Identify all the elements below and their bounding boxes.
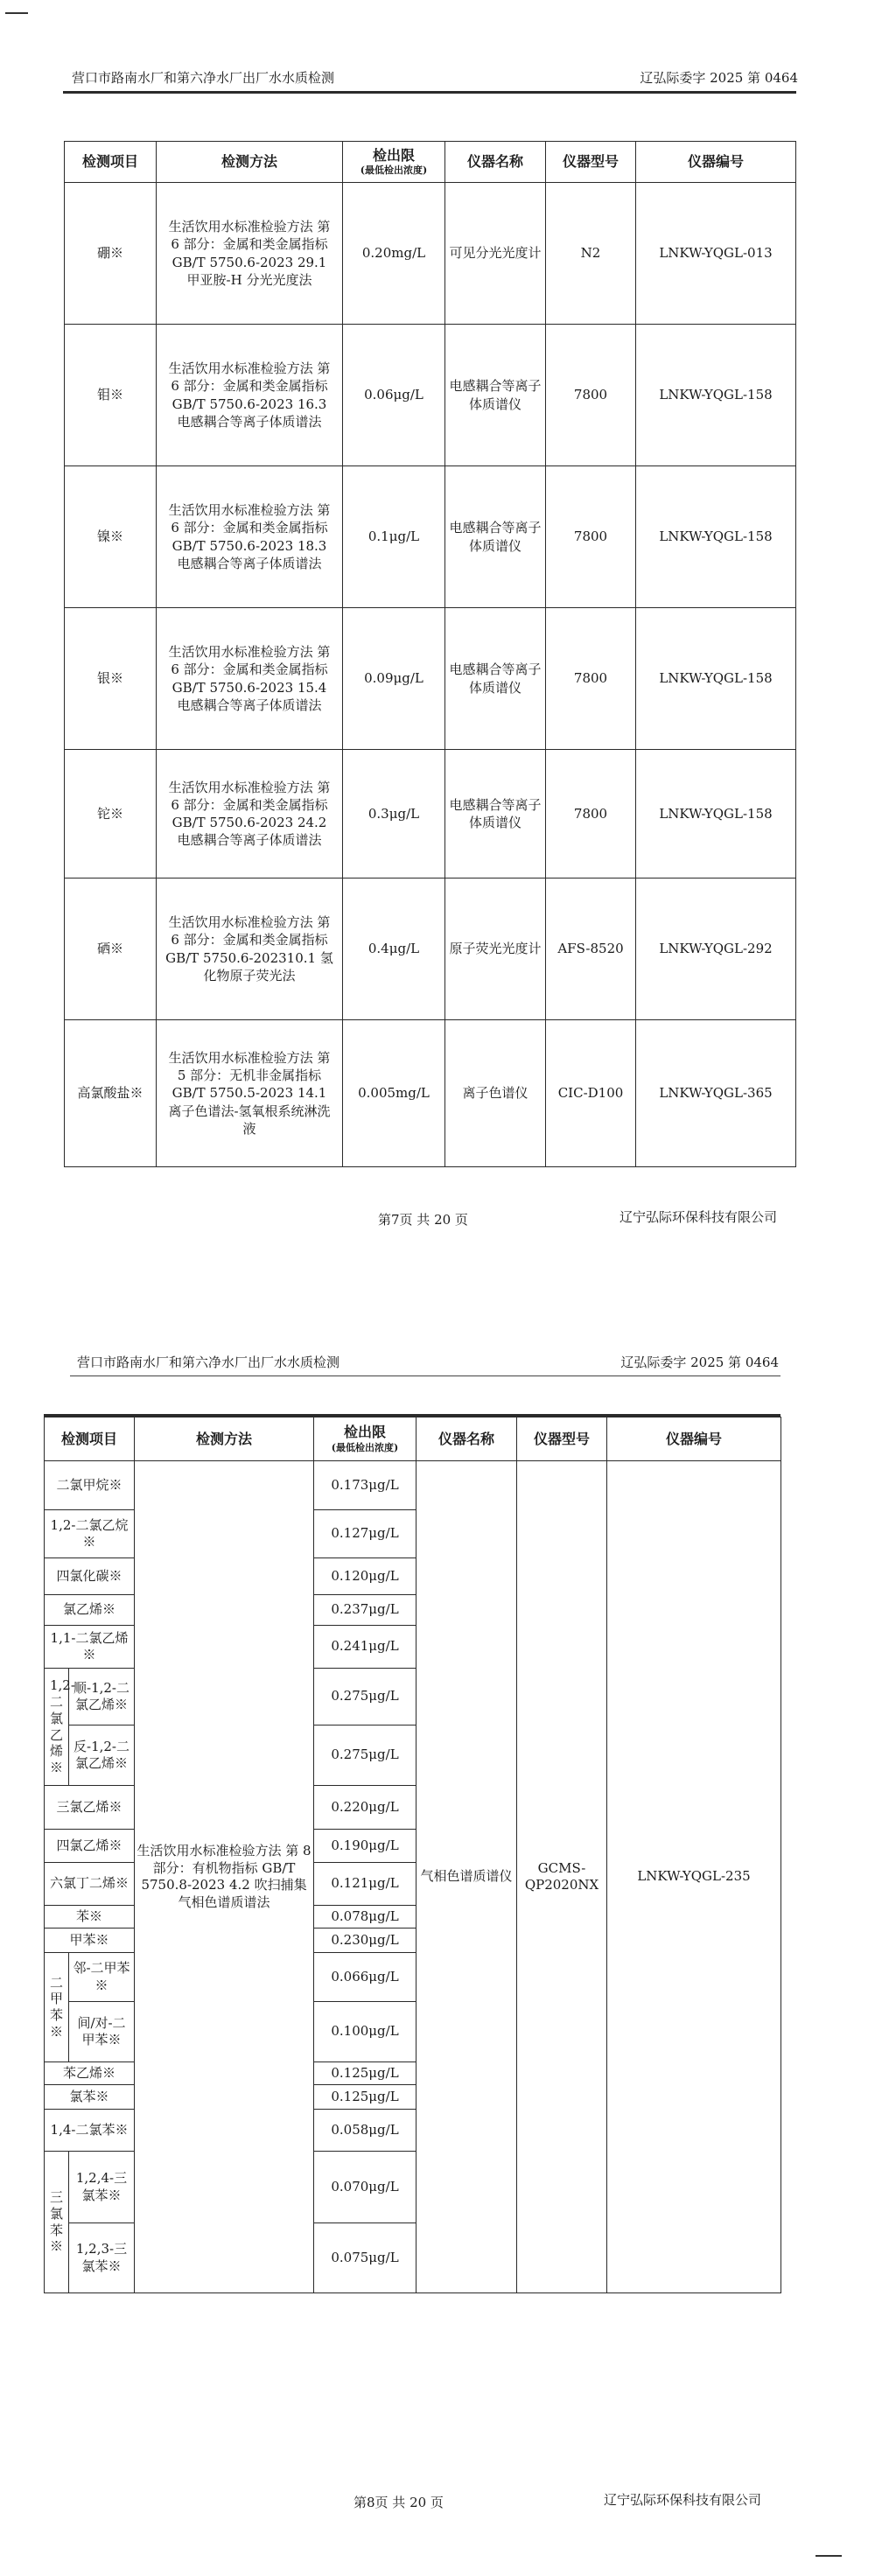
cell-limit: 0.120μg/L	[314, 1558, 416, 1595]
col-method: 检测方法	[157, 142, 343, 183]
cell-method: 生活饮用水标准检验方法 第 6 部分：金属和类金属指标 GB/T 5750.6-2023 18.3 电感耦合等离子体质谱法	[157, 466, 343, 608]
cell-item: 四氯化碳※	[45, 1558, 135, 1595]
cell-method: 生活饮用水标准检验方法 第 8 部分：有机物指标 GB/T 5750.8-2023 4.2 吹扫捕集气相色谱质谱法	[135, 1461, 314, 2293]
cell-code: LNKW-YQGL-235	[607, 1461, 781, 2293]
page-header-title: 营口市路南水厂和第六净水厂出厂水水质检测	[72, 70, 335, 86]
cell-item: 氯苯※	[45, 2085, 135, 2110]
voc-method-table	[44, 1417, 781, 2293]
cell-model: 7800	[546, 750, 636, 878]
cell-limit: 0.005mg/L	[343, 1020, 445, 1167]
cell-limit: 0.075μg/L	[314, 2223, 416, 2293]
cell-item: 硒※	[65, 878, 157, 1020]
method-table	[64, 141, 796, 1167]
col-limit-label: 检出限	[344, 1424, 387, 1441]
group-label: 三氯苯※	[50, 2189, 64, 2255]
cell-limit: 0.237μg/L	[314, 1595, 416, 1626]
cell-item: 高氯酸盐※	[65, 1020, 157, 1167]
col-limit	[314, 1418, 416, 1461]
cell-group-xylene	[45, 1953, 69, 2062]
col-code: 仪器编号	[607, 1418, 781, 1461]
table-row	[65, 1020, 796, 1167]
group-label: 1,2-二氯乙烯※	[50, 1677, 75, 1775]
cell-instrument: 电感耦合等离子体质谱仪	[445, 750, 546, 878]
cell-limit: 0.220μg/L	[314, 1786, 416, 1830]
page-footer-number: 第7页 共 20 页	[378, 1212, 468, 1228]
cell-method: 生活饮用水标准检验方法 第 6 部分：金属和类金属指标 GB/T 5750.6-2023 24.2 电感耦合等离子体质谱法	[157, 750, 343, 878]
cell-code: LNKW-YQGL-013	[636, 183, 796, 325]
cell-item: 二氯甲烷※	[45, 1461, 135, 1510]
cell-model: AFS-8520	[546, 878, 636, 1020]
cell-item: 三氯乙烯※	[45, 1786, 135, 1830]
table-row	[65, 750, 796, 878]
cell-model: GCMS-QP2020NX	[517, 1461, 607, 2293]
cell-item: 镍※	[65, 466, 157, 608]
cell-code: LNKW-YQGL-158	[636, 325, 796, 466]
cell-code: LNKW-YQGL-292	[636, 878, 796, 1020]
table-row	[65, 183, 796, 325]
col-model: 仪器型号	[517, 1418, 607, 1461]
cell-group-tcb	[45, 2152, 69, 2293]
col-item: 检测项目	[45, 1418, 135, 1461]
scan-mark	[5, 12, 28, 14]
cell-method: 生活饮用水标准检验方法 第 6 部分：金属和类金属指标 GB/T 5750.6-2023 16.3 电感耦合等离子体质谱法	[157, 325, 343, 466]
cell-instrument: 离子色谱仪	[445, 1020, 546, 1167]
cell-item: 1,2,3-三氯苯※	[69, 2223, 135, 2293]
group-label: 二甲苯※	[50, 1974, 64, 2040]
cell-item: 1,4-二氯苯※	[45, 2110, 135, 2152]
cell-code: LNKW-YQGL-158	[636, 466, 796, 608]
table-row	[65, 878, 796, 1020]
report-page-8	[0, 1286, 875, 2576]
table-row	[45, 1461, 781, 1510]
cell-limit: 0.275μg/L	[314, 1726, 416, 1786]
cell-item: 硼※	[65, 183, 157, 325]
cell-limit: 0.241μg/L	[314, 1626, 416, 1669]
cell-limit: 0.070μg/L	[314, 2152, 416, 2223]
cell-limit: 0.1μg/L	[343, 466, 445, 608]
cell-limit: 0.3μg/L	[343, 750, 445, 878]
cell-limit: 0.09μg/L	[343, 608, 445, 750]
col-code: 仪器编号	[636, 142, 796, 183]
cell-instrument: 电感耦合等离子体质谱仪	[445, 466, 546, 608]
cell-item: 六氯丁二烯※	[45, 1863, 135, 1906]
cell-method: 生活饮用水标准检验方法 第 6 部分：金属和类金属指标 GB/T 5750.6-202310.1 氢化物原子荧光法	[157, 878, 343, 1020]
cell-model: N2	[546, 183, 636, 325]
table-header-row	[45, 1418, 781, 1461]
cell-instrument: 可见分光光度计	[445, 183, 546, 325]
page-footer-company: 辽宁弘际环保科技有限公司	[620, 1209, 778, 1225]
scan-mark	[816, 2555, 842, 2557]
cell-item: 1,1-二氯乙烯※	[45, 1626, 135, 1669]
cell-limit: 0.125μg/L	[314, 2085, 416, 2110]
col-item: 检测项目	[65, 142, 157, 183]
page-footer-company: 辽宁弘际环保科技有限公司	[604, 2492, 762, 2508]
cell-item: 四氯乙烯※	[45, 1830, 135, 1863]
cell-limit: 0.058μg/L	[314, 2110, 416, 2152]
cell-limit: 0.190μg/L	[314, 1830, 416, 1863]
cell-item: 甲苯※	[45, 1928, 135, 1953]
col-limit-sub: (最低检出浓度)	[360, 164, 428, 177]
cell-code: LNKW-YQGL-158	[636, 608, 796, 750]
cell-model: CIC-D100	[546, 1020, 636, 1167]
cell-limit: 0.230μg/L	[314, 1928, 416, 1953]
page-header-report-no: 辽弘际委字 2025 第 0464	[620, 1354, 779, 1370]
cell-limit: 0.125μg/L	[314, 2062, 416, 2085]
cell-method: 生活饮用水标准检验方法 第 6 部分：金属和类金属指标 GB/T 5750.6-2023 29.1 甲亚胺-H 分光光度法	[157, 183, 343, 325]
cell-instrument: 原子荧光光度计	[445, 878, 546, 1020]
cell-item: 邻-二甲苯※	[69, 1953, 135, 2002]
col-limit-label: 检出限	[372, 146, 415, 164]
cell-limit: 0.06μg/L	[343, 325, 445, 466]
cell-code: LNKW-YQGL-365	[636, 1020, 796, 1167]
cell-limit: 0.078μg/L	[314, 1906, 416, 1928]
cell-instrument: 电感耦合等离子体质谱仪	[445, 608, 546, 750]
cell-instrument: 电感耦合等离子体质谱仪	[445, 325, 546, 466]
cell-method: 生活饮用水标准检验方法 第 5 部分：无机非金属指标 GB/T 5750.5-2023 14.1 离子色谱法-氢氧根系统淋洗液	[157, 1020, 343, 1167]
cell-group-dce	[45, 1669, 75, 1786]
col-limit-sub: (最低检出浓度)	[331, 1441, 399, 1453]
table-row	[65, 325, 796, 466]
col-limit	[343, 142, 445, 183]
cell-limit: 0.173μg/L	[314, 1461, 416, 1510]
cell-item: 顺-1,2-二氯乙烯※	[69, 1669, 135, 1726]
cell-model: 7800	[546, 325, 636, 466]
cell-item: 反-1,2-二氯乙烯※	[69, 1726, 135, 1786]
cell-limit: 0.127μg/L	[314, 1510, 416, 1558]
report-page-7	[0, 0, 875, 1286]
cell-item: 1,2-二氯乙烷※	[45, 1510, 135, 1558]
cell-limit: 0.275μg/L	[314, 1669, 416, 1726]
cell-item: 钼※	[65, 325, 157, 466]
cell-item: 间/对-二甲苯※	[69, 2002, 135, 2062]
cell-item: 苯乙烯※	[45, 2062, 135, 2085]
cell-limit: 0.100μg/L	[314, 2002, 416, 2062]
col-instrument: 仪器名称	[445, 142, 546, 183]
cell-method: 生活饮用水标准检验方法 第 6 部分：金属和类金属指标 GB/T 5750.6-2023 15.4 电感耦合等离子体质谱法	[157, 608, 343, 750]
table-header-row	[65, 142, 796, 183]
table-row	[65, 608, 796, 750]
cell-model: 7800	[546, 466, 636, 608]
cell-item: 铊※	[65, 750, 157, 878]
page-header-report-no: 辽弘际委字 2025 第 0464	[640, 70, 798, 86]
cell-item: 银※	[65, 608, 157, 750]
cell-code: LNKW-YQGL-158	[636, 750, 796, 878]
cell-item: 1,2,4-三氯苯※	[69, 2152, 135, 2223]
cell-limit: 0.066μg/L	[314, 1953, 416, 2002]
page-footer-number: 第8页 共 20 页	[354, 2495, 444, 2510]
page-header-title: 营口市路南水厂和第六净水厂出厂水水质检测	[77, 1354, 340, 1370]
cell-item: 苯※	[45, 1906, 135, 1928]
cell-limit: 0.4μg/L	[343, 878, 445, 1020]
cell-limit: 0.20mg/L	[343, 183, 445, 325]
col-method: 检测方法	[135, 1418, 314, 1461]
col-model: 仪器型号	[546, 142, 636, 183]
cell-limit: 0.121μg/L	[314, 1863, 416, 1906]
cell-model: 7800	[546, 608, 636, 750]
cell-instrument: 气相色谱质谱仪	[416, 1461, 517, 2293]
cell-item: 氯乙烯※	[45, 1595, 135, 1626]
col-instrument: 仪器名称	[416, 1418, 517, 1461]
table-row	[65, 466, 796, 608]
header-rule	[63, 91, 796, 94]
